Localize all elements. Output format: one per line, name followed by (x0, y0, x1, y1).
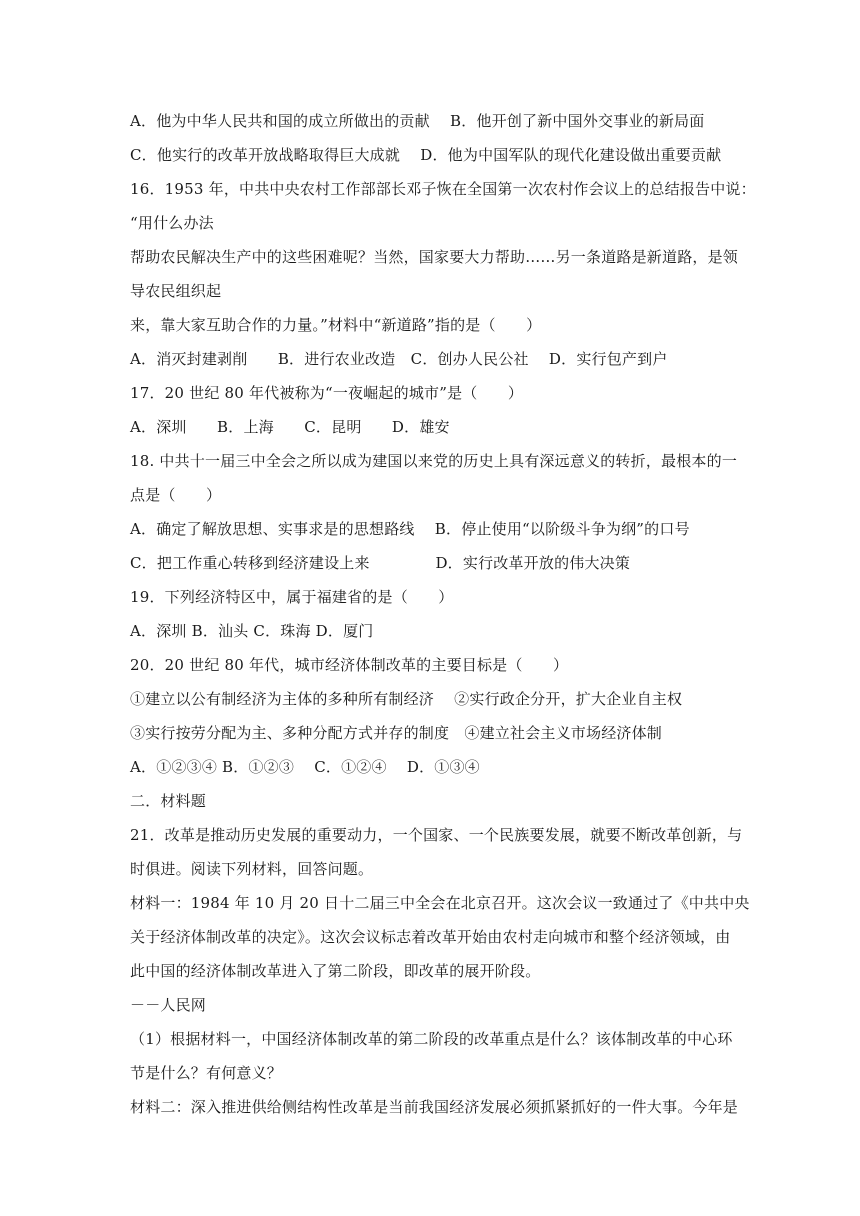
question-17-options: A．深圳 B．上海 C．昆明 D．雄安 (130, 418, 450, 436)
question-20-items-34: ③实行按劳分配为主、多种分配方式并存的制度 ④建立社会主义市场经济体制 (130, 724, 663, 742)
question-16-options: A．消灭封建剥削 B．进行农业改造 C．创办人民公社 D．实行包产到户 (130, 350, 668, 368)
question-21-line-1: 21．改革是推动历史发展的重要动力，一个国家、一个民族要发展，就要不断改革创新，与 (130, 826, 743, 844)
question-20-items-12: ①建立以公有制经济为主体的多种所有制经济 ②实行政企分开，扩大企业自主权 (130, 690, 683, 708)
question-18-line-1: 18. 中共十一届三中全会之所以成为建国以来党的历史上具有深远意义的转折，最根本的一 (130, 452, 738, 470)
question-20-stem: 20．20 世纪 80 年代，城市经济体制改革的主要目标是（ ） (130, 656, 569, 674)
material-2-line-1: 材料二：深入推进供给侧结构性改革是当前我国经济发展必须抓紧抓好的一件大事。今年是 (130, 1098, 739, 1116)
material-1-line-3: 此中国的经济体制改革进入了第二阶段，即改革的展开阶段。 (130, 962, 541, 980)
sub-question-1-line-2: 节是什么？有何意义？ (130, 1064, 283, 1082)
question-16-line-4: 导农民组织起 (130, 282, 222, 300)
section-heading: 二．材料题 (130, 792, 207, 810)
sub-question-1-line-1: （1）根据材料一，中国经济体制改革的第二阶段的改革重点是什么？该体制改革的中心环 (130, 1030, 733, 1048)
question-18-line-2: 点是（ ） (130, 486, 222, 504)
question-16-line-3: 帮助农民解决生产中的这些困难呢？当然，国家要大力帮助……另一条道路是新道路，是领 (130, 248, 739, 266)
question-18-options-ab: A．确定了解放思想、实事求是的思想路线 B．停止使用“以阶级斗争为纲”的口号 (130, 520, 690, 538)
question-16-line-1: 16．1953 年，中共中央农村工作部部长邓子恢在全国第一次农村作会议上的总结报告中说： (130, 180, 756, 198)
material-1-source: －－人民网 (130, 996, 207, 1014)
question-16-line-5: 来，靠大家互助合作的力量。”材料中“新道路”指的是（ ） (130, 316, 542, 334)
option-line-15cd: C．他实行的改革开放战略取得巨大成就 D．他为中国军队的现代化建设做出重要贡献 (130, 146, 722, 164)
option-line-15ab: A．他为中华人民共和国的成立所做出的贡献 B．他开创了新中国外交事业的新局面 (130, 112, 705, 130)
question-19-stem: 19．下列经济特区中，属于福建省的是（ ） (130, 588, 454, 606)
question-21-line-2: 时俱进。阅读下列材料，回答问题。 (130, 860, 374, 878)
question-19-options: A．深圳 B．汕头 C．珠海 D．厦门 (130, 622, 374, 640)
question-20-options: A．①②③④ B．①②③ C．①②④ D．①③④ (130, 758, 480, 776)
material-1-line-1: 材料一：1984 年 10 月 20 日十二届三中全会在北京召开。这次会议一致通过了《中共中央 (130, 894, 750, 912)
question-16-line-2: “用什么办法 (130, 214, 214, 232)
question-17-stem: 17．20 世纪 80 年代被称为“一夜崛起的城市”是（ ） (130, 384, 524, 402)
material-1-line-2: 关于经济体制改革的决定》。这次会议标志着改革开始由农村走向城市和整个经济领域，由 (130, 928, 731, 946)
question-18-options-cd: C．把工作重心转移到经济建设上来 D．实行改革开放的伟大决策 (130, 554, 631, 572)
